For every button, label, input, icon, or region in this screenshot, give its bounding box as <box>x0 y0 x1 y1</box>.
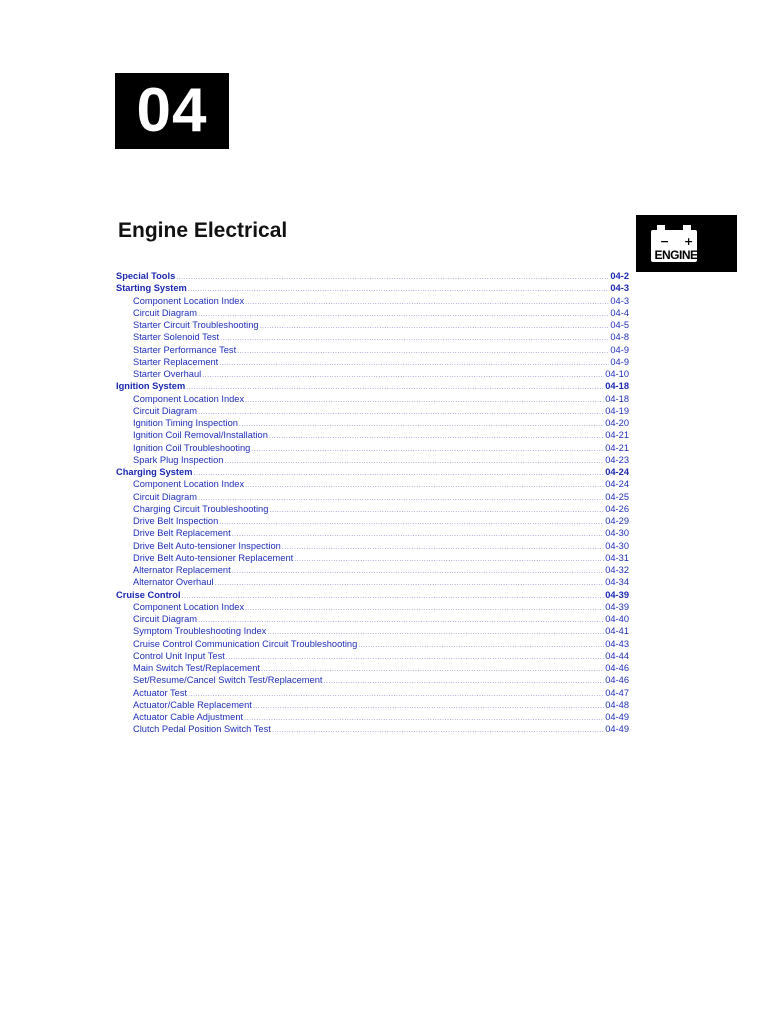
toc-entry[interactable] <box>116 674 629 686</box>
dot-leader <box>219 358 609 368</box>
toc-entry-page: 04-46 <box>605 663 629 673</box>
toc-entry[interactable] <box>116 478 629 490</box>
toc-entry[interactable] <box>116 613 629 625</box>
toc-entry-title: Component Location Index <box>133 601 245 612</box>
toc-entry-page: 04-10 <box>605 369 629 379</box>
toc-entry-title: Cruise Control <box>116 589 181 600</box>
toc-entry-title: Starter Solenoid Test <box>133 332 220 343</box>
dot-leader <box>260 321 610 331</box>
chapter-number-block <box>115 73 229 149</box>
dot-leader <box>188 284 610 294</box>
dot-leader <box>282 542 604 552</box>
toc-entry-title: Control Unit Input Test <box>133 650 225 661</box>
dot-leader <box>186 382 604 392</box>
toc-entry-page: 04-4 <box>610 307 629 318</box>
page-title: Engine Electrical <box>118 219 288 242</box>
minus-sign: − <box>660 235 670 248</box>
toc-entry-page: 04-26 <box>605 503 629 514</box>
toc-entry-page: 04-40 <box>605 614 629 624</box>
dot-leader <box>188 689 604 699</box>
toc-entry[interactable] <box>116 527 629 539</box>
dot-leader <box>251 444 604 454</box>
toc-entry-page: 04-49 <box>605 724 629 735</box>
toc-entry[interactable] <box>116 576 629 588</box>
toc-entry[interactable] <box>116 417 629 429</box>
engine-section-tab <box>636 215 737 272</box>
toc-entry-title: Starter Overhaul <box>133 369 202 379</box>
dot-leader <box>244 713 604 723</box>
dot-leader <box>198 407 604 417</box>
toc-entry-title: Main Switch Test/Replacement <box>133 663 260 673</box>
toc-entry-title: Ignition System <box>116 381 186 392</box>
toc-entry-page: 04-29 <box>605 516 629 526</box>
toc-entry[interactable] <box>116 319 629 331</box>
toc-entry-page: 04-44 <box>605 650 629 661</box>
toc-entry[interactable] <box>116 552 629 564</box>
toc-entry-page: 04-5 <box>610 320 629 330</box>
toc-entry-title: Component Location Index <box>133 479 245 490</box>
toc-entry-title: Special Tools <box>116 271 176 281</box>
toc-entry-page: 04-49 <box>605 712 629 722</box>
dot-leader <box>358 640 604 650</box>
toc-entry-title: Alternator Overhaul <box>133 577 214 588</box>
toc-entry[interactable] <box>116 429 629 441</box>
dot-leader <box>220 333 609 343</box>
dot-leader <box>224 456 604 466</box>
toc-section-entry[interactable] <box>116 589 629 601</box>
toc-entry-page: 04-18 <box>605 381 629 392</box>
dot-leader <box>219 517 604 527</box>
battery-body <box>651 230 697 262</box>
dot-leader <box>239 419 604 429</box>
toc-entry[interactable] <box>116 368 629 380</box>
dot-leader <box>215 578 605 588</box>
toc-entry-title: Alternator Replacement <box>133 565 231 575</box>
toc-entry-page: 04-3 <box>610 283 629 294</box>
dot-leader <box>198 615 604 625</box>
dot-leader <box>198 309 609 319</box>
toc-entry-title: Component Location Index <box>133 295 245 306</box>
toc-entry-page: 04-24 <box>605 467 629 477</box>
toc-entry-page: 04-30 <box>605 528 629 539</box>
toc-entry-title: Set/Resume/Cancel Switch Test/Replacement <box>133 675 323 686</box>
toc-entry-title: Actuator/Cable Replacement <box>133 699 252 710</box>
toc-entry-title: Starter Replacement <box>133 356 219 367</box>
dot-leader <box>202 370 604 380</box>
toc-entry-title: Symptom Troubleshooting Index <box>133 626 267 637</box>
dot-leader <box>245 395 604 405</box>
toc-entry-page: 04-32 <box>605 565 629 575</box>
toc-entry-page: 04-34 <box>605 577 629 588</box>
toc-entry-title: Charging Circuit Troubleshooting <box>133 503 269 514</box>
toc-entry-title: Circuit Diagram <box>133 307 198 318</box>
toc-entry[interactable] <box>116 491 629 503</box>
toc-entry[interactable] <box>116 564 629 576</box>
toc-entry[interactable] <box>116 503 629 515</box>
toc-entry[interactable] <box>116 295 629 307</box>
toc-entry-page: 04-18 <box>605 393 629 404</box>
toc-entry[interactable] <box>116 454 629 466</box>
toc-entry-title: Drive Belt Inspection <box>133 516 219 526</box>
toc-entry-page: 04-8 <box>610 332 629 343</box>
toc-entry-title: Ignition Coil Removal/Installation <box>133 430 268 441</box>
toc-entry-title: Drive Belt Auto-tensioner Replacement <box>133 552 294 563</box>
dot-leader <box>232 566 605 576</box>
toc-entry-title: Circuit Diagram <box>133 614 198 624</box>
toc-entry-title: Ignition Coil Troubleshooting <box>133 442 251 453</box>
toc-entry[interactable] <box>116 711 629 723</box>
toc-entry-page: 04-25 <box>605 491 629 502</box>
toc-entry-page: 04-31 <box>605 552 629 563</box>
dot-leader <box>198 493 604 503</box>
toc-entry-title: Drive Belt Auto-tensioner Inspection <box>133 540 281 551</box>
toc-entry[interactable] <box>116 625 629 637</box>
toc-entry-title: Starter Circuit Troubleshooting <box>133 320 259 330</box>
engine-tab-label: ENGINE <box>654 248 698 262</box>
dot-leader <box>272 725 604 735</box>
dot-leader <box>253 701 604 711</box>
toc-entry-page: 04-3 <box>610 295 629 306</box>
toc-entry[interactable] <box>116 442 629 454</box>
toc-entry-page: 04-24 <box>605 479 629 490</box>
toc-entry-title: Ignition Timing Inspection <box>133 418 238 428</box>
toc-entry[interactable] <box>116 331 629 343</box>
toc-entry-page: 04-19 <box>605 405 629 416</box>
toc-section-entry[interactable] <box>116 466 629 478</box>
toc-entry[interactable] <box>116 344 629 356</box>
dot-leader <box>237 346 609 356</box>
toc-section-entry[interactable] <box>116 282 629 294</box>
dot-leader <box>176 272 609 282</box>
dot-leader <box>245 480 604 490</box>
toc-entry-page: 04-9 <box>610 356 629 367</box>
toc-entry-title: Cruise Control Communication Circuit Troubleshooting <box>133 638 358 649</box>
toc-entry-page: 04-43 <box>605 638 629 649</box>
dot-leader <box>193 468 604 478</box>
dot-leader <box>267 627 604 637</box>
toc-entry[interactable] <box>116 356 629 368</box>
toc-entry-page: 04-9 <box>610 344 629 355</box>
dot-leader <box>261 664 604 674</box>
toc-entry[interactable] <box>116 699 629 711</box>
toc-entry-title: Starting System <box>116 283 187 294</box>
dot-leader <box>182 591 605 601</box>
toc-entry-page: 04-48 <box>605 699 629 710</box>
toc-entry-page: 04-20 <box>605 418 629 428</box>
toc-entry-page: 04-30 <box>605 540 629 551</box>
dot-leader <box>323 676 604 686</box>
toc-entry[interactable] <box>116 515 629 527</box>
plus-sign: + <box>684 235 694 248</box>
dot-leader <box>245 603 604 613</box>
dot-leader <box>245 297 609 307</box>
toc-entry-title: Clutch Pedal Position Switch Test <box>133 724 271 735</box>
dot-leader <box>269 505 604 515</box>
toc-entry[interactable] <box>116 687 629 699</box>
toc-entry[interactable] <box>116 650 629 662</box>
toc-entry-page: 04-47 <box>605 687 629 698</box>
toc-entry-page: 04-46 <box>605 675 629 686</box>
toc-entry[interactable] <box>116 393 629 405</box>
battery-icon <box>649 224 699 264</box>
table-of-contents <box>116 270 629 736</box>
toc-entry-page: 04-21 <box>605 430 629 441</box>
toc-entry[interactable] <box>116 307 629 319</box>
toc-entry[interactable] <box>116 405 629 417</box>
toc-entry[interactable] <box>116 540 629 552</box>
toc-entry[interactable] <box>116 601 629 613</box>
toc-entry-title: Charging System <box>116 467 193 477</box>
toc-entry-page: 04-41 <box>605 626 629 637</box>
toc-entry-title: Circuit Diagram <box>133 405 198 416</box>
dot-leader <box>294 554 604 564</box>
toc-entry-page: 04-39 <box>605 589 629 600</box>
toc-section-entry[interactable] <box>116 270 629 282</box>
toc-entry-title: Starter Performance Test <box>133 344 237 355</box>
toc-entry-title: Actuator Test <box>133 687 188 698</box>
chapter-number: 04 <box>136 76 208 145</box>
toc-entry-page: 04-39 <box>605 601 629 612</box>
toc-entry-title: Drive Belt Replacement <box>133 528 231 539</box>
toc-entry-title: Component Location Index <box>133 393 245 404</box>
toc-entry[interactable] <box>116 638 629 650</box>
toc-entry-page: 04-23 <box>605 454 629 465</box>
toc-entry-page: 04-21 <box>605 442 629 453</box>
toc-entry-title: Circuit Diagram <box>133 491 198 502</box>
toc-entry[interactable] <box>116 662 629 674</box>
toc-entry[interactable] <box>116 723 629 735</box>
toc-section-entry[interactable] <box>116 380 629 392</box>
dot-leader <box>232 529 605 539</box>
toc-entry-title: Spark Plug Inspection <box>133 454 224 465</box>
dot-leader <box>226 652 604 662</box>
dot-leader <box>269 431 604 441</box>
toc-entry-page: 04-2 <box>610 271 629 281</box>
toc-entry-title: Actuator Cable Adjustment <box>133 712 244 722</box>
